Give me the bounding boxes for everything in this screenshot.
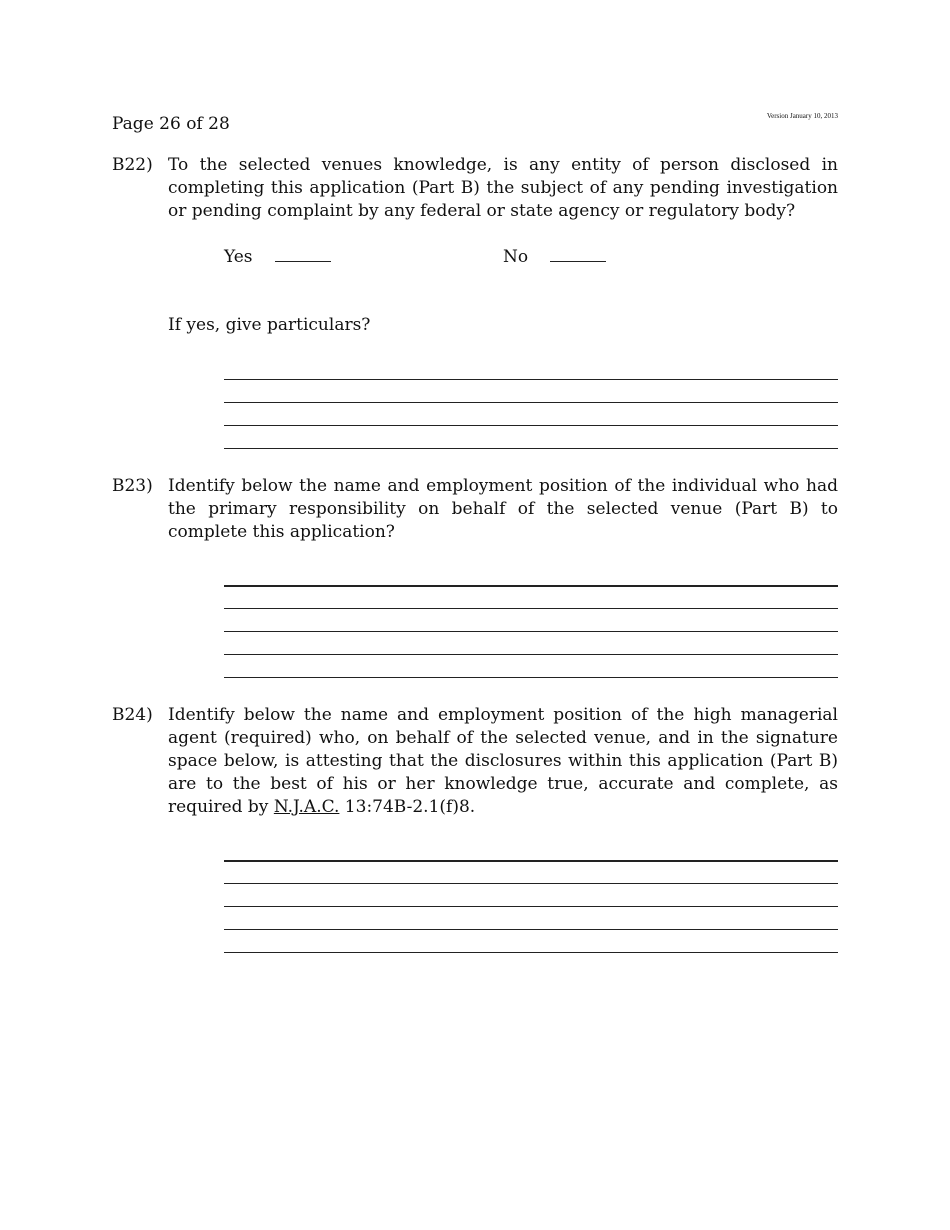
- question-number-b24: B24): [112, 705, 153, 725]
- answer-line-b22-4[interactable]: [224, 448, 838, 449]
- yes-answer-blank[interactable]: [275, 247, 331, 262]
- answer-line-b24-2[interactable]: [224, 883, 838, 884]
- answer-line-b23-4[interactable]: [224, 654, 838, 655]
- answer-line-b24-5[interactable]: [224, 952, 838, 953]
- no-answer-blank[interactable]: [550, 247, 606, 262]
- no-label: No: [503, 247, 529, 267]
- citation-njac: N.J.A.C.: [273, 797, 340, 817]
- answer-line-b24-1[interactable]: [224, 860, 838, 862]
- answer-line-b24-3[interactable]: [224, 906, 838, 907]
- question-text-b24-end: 13:74B-2.1(f)8.: [339, 797, 476, 817]
- version-date: Version January 10, 2013: [766, 112, 838, 120]
- answer-line-b23-3[interactable]: [224, 631, 838, 632]
- yes-label: Yes: [224, 247, 253, 267]
- answer-line-b24-4[interactable]: [224, 929, 838, 930]
- question-text-b23: Identify below the name and employment position of the individual who had the primary responsibility on behalf of the selected venue (Part B) to complete this application?: [168, 476, 838, 542]
- question-text-b22: To the selected venues knowledge, is any entity of person disclosed in completing this application (Part B) the subject of any pending investigation or pending complaint by any federal or state agency or regulatory body?: [168, 155, 838, 221]
- answer-line-b23-1[interactable]: [224, 585, 838, 587]
- answer-line-b22-3[interactable]: [224, 425, 838, 426]
- followup-prompt-b22: If yes, give particulars?: [168, 315, 371, 335]
- no-option: [503, 247, 606, 267]
- answer-line-b23-2[interactable]: [224, 608, 838, 609]
- answer-line-b22-2[interactable]: [224, 402, 838, 403]
- question-number-b23: B23): [112, 476, 153, 496]
- yes-option: [224, 247, 331, 267]
- page-number: Page 26 of 28: [112, 114, 230, 134]
- answer-line-b22-1[interactable]: [224, 379, 838, 380]
- question-text-b24-main: Identify below the name and employment position of the high managerial agent (required) who, on behalf of the selected venue, and in the signature space below, is attesting that the disclosures within this application (Part B) are to the best of his or her knowledge true, accurate and complete, as required by: [168, 705, 838, 817]
- question-text-b24: [168, 704, 838, 819]
- question-number-b22: B22): [112, 155, 153, 175]
- answer-line-b23-5[interactable]: [224, 677, 838, 678]
